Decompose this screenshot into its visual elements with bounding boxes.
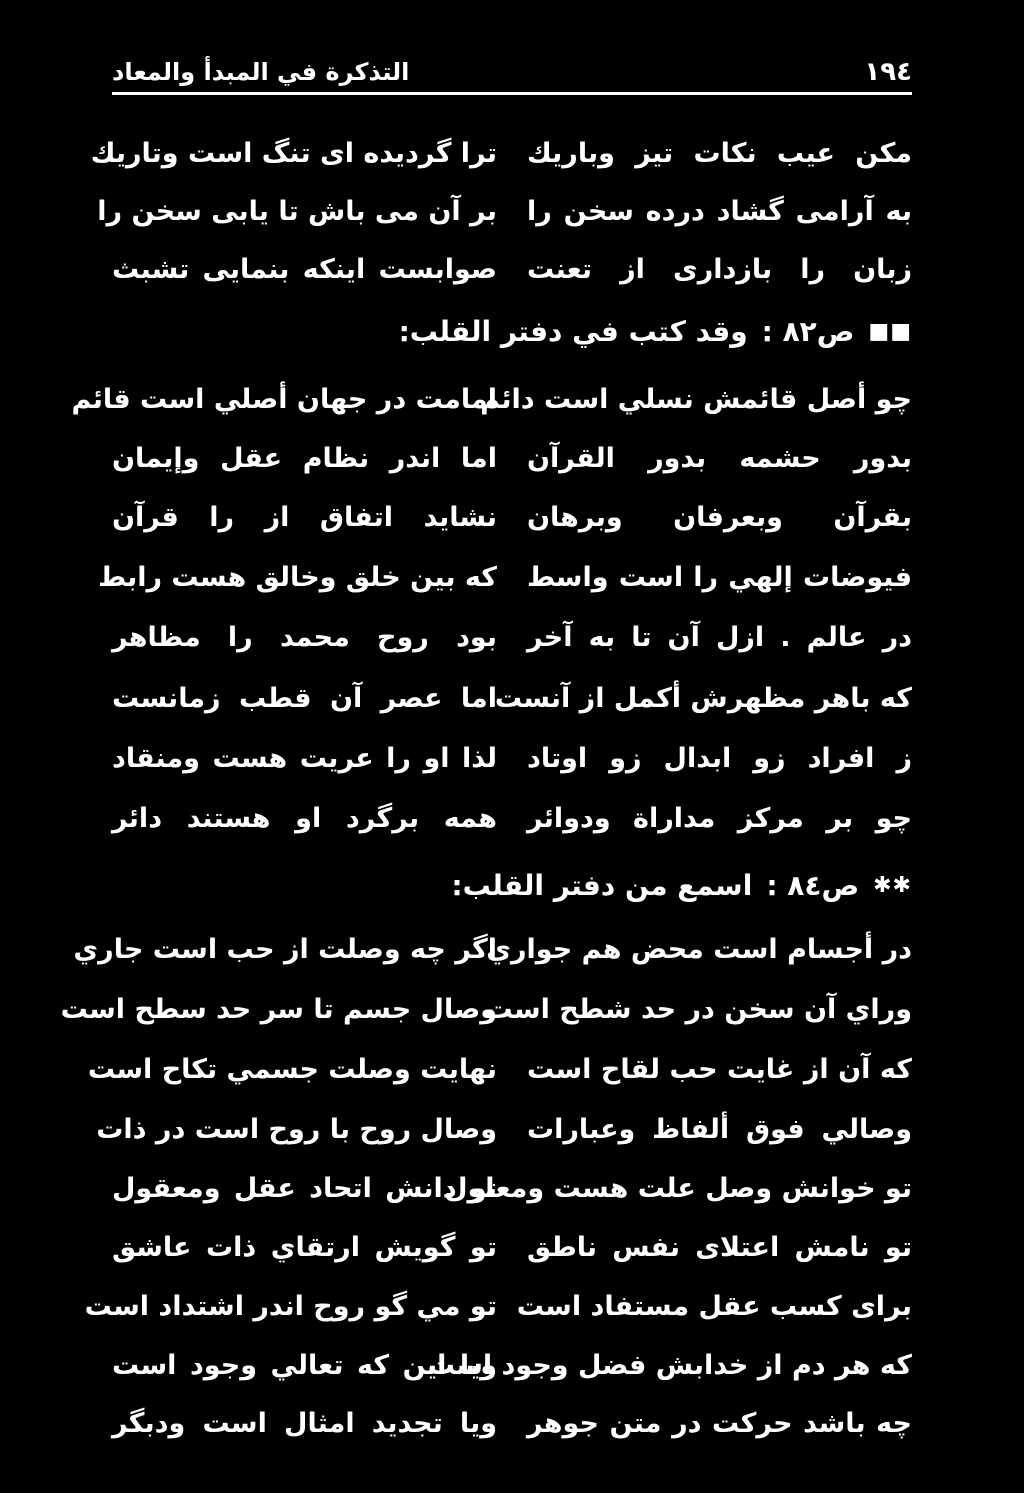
left-hemistich: مكن عيب نكات تيز وباريك [527, 137, 912, 169]
right-hemistich: نهايت وصلت جسمي تكاح است [87, 1053, 497, 1085]
verse-row [112, 1398, 912, 1448]
verse-row [112, 492, 912, 542]
right-hemistich: كه بين خلق وخالق هست رابط [98, 561, 497, 593]
left-hemistich: در عالم . ازل آن تا به آخر [527, 621, 912, 653]
verse-row [112, 793, 912, 843]
verse-row [96, 1104, 912, 1154]
heading-page-ref: ص٨٤ : [766, 868, 860, 902]
right-hemistich: ترا گرديده ای تنگ است وتاريك [90, 137, 497, 169]
left-hemistich: بقرآن وبعرفان وبرهان [527, 501, 912, 533]
right-hemistich: اما عصر آن قطب زمانست [112, 682, 497, 714]
page-header [112, 52, 912, 95]
left-hemistich: ز افراد زو ابدال زو اوتاد [527, 742, 912, 774]
left-hemistich: بدور حشمه بدور القرآن [527, 442, 912, 474]
verse-row [112, 433, 912, 483]
left-hemistich: به آرامی گشاد درده سخن را [527, 195, 912, 227]
left-hemistich: براى كسب عقل مستفاد است [516, 1290, 912, 1322]
heading-text: وقد كتب في دفتر القلب: [398, 314, 748, 348]
verse-row [87, 1044, 912, 1094]
right-hemistich: امامت در جهان أصلي است قائم [71, 383, 497, 415]
verse-row [112, 244, 912, 294]
running-title: التذكرة في المبدأ والمعاد [112, 58, 410, 86]
left-hemistich: كه باهر مظهرش أكمل از آنست [494, 682, 912, 714]
left-hemistich: در أجسام است محض هم جواري [486, 933, 912, 965]
heading-page-ref: ص٨٢ : [761, 314, 855, 348]
left-hemistich: وصالي فوق ألفاظ وعبارات [527, 1113, 912, 1145]
verse-row [84, 1281, 912, 1331]
right-hemistich: تو مي گو روح اندر اشتداد است [84, 1290, 497, 1322]
left-hemistich: فيوضات إلهي را است واسط [527, 561, 912, 593]
verse-row [112, 1163, 912, 1213]
right-hemistich: ويا اين كه تعالي وجود است [112, 1349, 497, 1381]
right-hemistich: نشايد اتفاق از را قرآن [112, 501, 497, 533]
verse-row [112, 673, 912, 723]
right-hemistich: اگر چه وصلت از حب است جاري [73, 933, 497, 965]
section-heading [451, 860, 912, 910]
left-hemistich: كه هر دم از خدابش فضل وجود است [427, 1349, 912, 1381]
left-hemistich: چو بر مركز مداراة ودوائر [527, 802, 912, 834]
heading-text: اسمع من دفتر القلب: [451, 868, 753, 902]
right-hemistich: تو گويش ارتقاي ذات عاشق [112, 1231, 497, 1263]
left-hemistich: تو خوانش وصل علت هست ومعلول [444, 1172, 912, 1204]
verse-row [97, 186, 912, 236]
square-marker-icon: ■■ [868, 318, 912, 344]
verse-row [112, 733, 912, 783]
right-hemistich: صوابست اينكه بنمايی تشبث [112, 253, 497, 285]
right-hemistich: وصال روح با روح است در ذات [96, 1113, 497, 1145]
right-hemistich: بر آن می باش تا يابی سخن را [97, 195, 497, 227]
asterisk-marker-icon: ✱✱ [873, 872, 912, 898]
right-hemistich: وصال جسم تا سر حد سطح است [60, 993, 497, 1025]
left-hemistich: زبان را بازداری از تعنت [527, 253, 912, 285]
verse-row [112, 612, 912, 662]
right-hemistich: ويا تجديد امثال است ودبگر [112, 1407, 497, 1439]
right-hemistich: بود روح محمد را مظاهر [112, 621, 497, 653]
right-hemistich: همه برگرد او هستند دائر [112, 802, 497, 834]
left-hemistich: چو أصل قائمش نسلي است دائم [480, 383, 912, 415]
verse-row [112, 1340, 912, 1390]
left-hemistich: چه باشد حركت در متن جوهر [527, 1407, 912, 1439]
verse-row [60, 984, 912, 1034]
left-hemistich: تو نامش اعتلاى نفس ناطق [527, 1231, 912, 1263]
page-number: ١٩٤ [864, 57, 912, 87]
verse-row [112, 1222, 912, 1272]
verse-row [98, 552, 912, 602]
right-hemistich: لذا او را عريت هست ومنقاد [112, 742, 497, 774]
right-hemistich: تو دانش اتحاد عقل ومعقول [112, 1172, 497, 1204]
left-hemistich: وراي آن سخن در حد شطح است [485, 993, 912, 1025]
left-hemistich: كه آن از غايت حب لقاح است [527, 1053, 912, 1085]
verse-row [71, 374, 912, 424]
verse-row [73, 924, 912, 974]
verse-row [90, 128, 912, 178]
section-heading [399, 306, 912, 356]
right-hemistich: اما اندر نظام عقل وإيمان [112, 442, 497, 474]
